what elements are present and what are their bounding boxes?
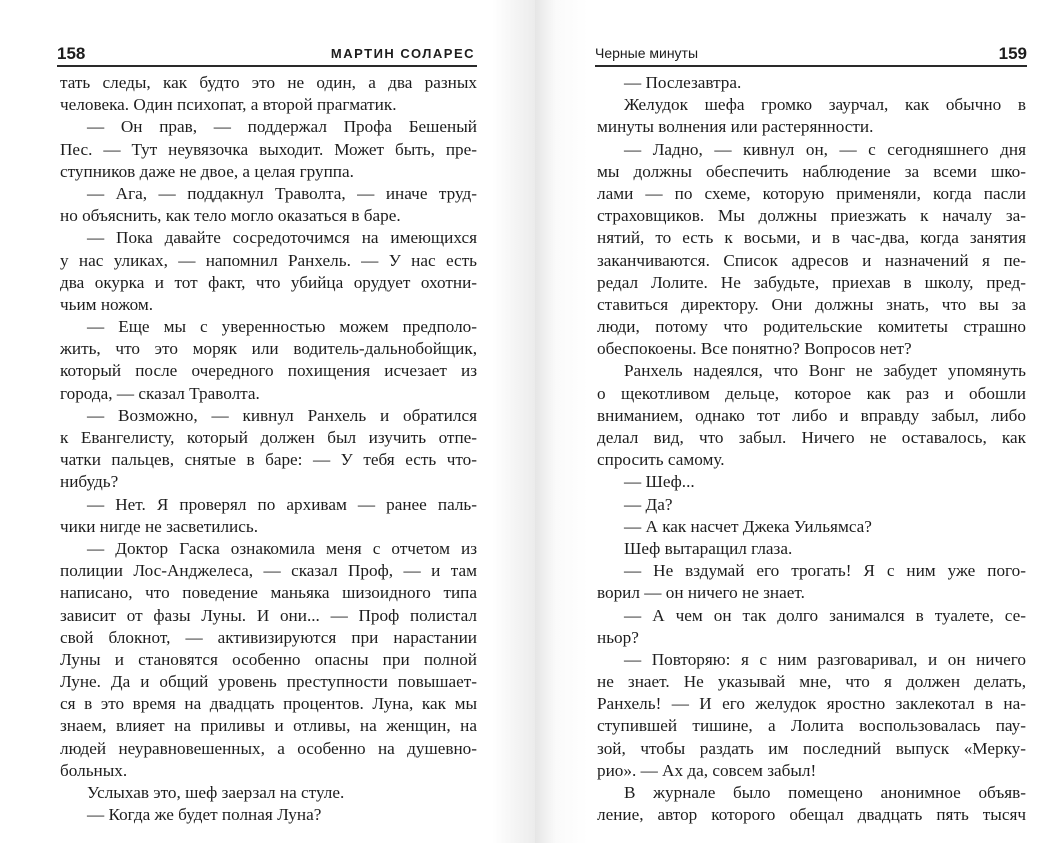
- text-line: — Еще мы с уверенностью можем предполо-: [87, 317, 477, 337]
- right-page: [535, 0, 1064, 843]
- text-line: рио». — Ах да, совсем забыл!: [597, 760, 817, 780]
- text-line: чьим ножом.: [60, 294, 154, 314]
- text-line: нибудь?: [60, 472, 119, 492]
- text-line: Желудок шефа громко заурчал, как обычно в: [624, 95, 1026, 115]
- text-line: делал вид, что забыл. Ничего не оставалось, как: [597, 428, 1026, 447]
- text-line: ньор?: [597, 627, 639, 647]
- text-line: ставиться директору. Они должны знать, что вы за: [597, 294, 1026, 314]
- text-line: полиции Лос-Анджелеса, — сказал Проф, — и там: [60, 561, 477, 581]
- right-page-text: [597, 72, 1026, 826]
- text-line: чатки пальцев, снятые в баре: — У тебя есть что-: [60, 450, 477, 470]
- text-line: — Когда же будет полная Луна?: [87, 805, 322, 825]
- text-line: — Ладно, — кивнул он, — с сегодняшнего дня: [624, 139, 1026, 159]
- text-line: тать следы, как будто это не один, а два разных: [60, 73, 477, 92]
- text-line: больных.: [60, 760, 128, 780]
- text-line: написано, что поведение маньяка шизоидного типа: [60, 583, 477, 603]
- text-line: — Повторяю: я с ним разговаривал, и он ничего: [624, 649, 1026, 669]
- text-line: свой блокнот, — активизируются при нарастании: [60, 627, 477, 647]
- text-line: который после очередного похищения исчезает из: [60, 361, 477, 381]
- text-line: о щекотливом дельце, которое как раз и обошли: [597, 383, 1026, 403]
- text-line: — А как насчет Джека Уильямса?: [624, 516, 872, 536]
- text-line: Пес. — Тут неувязочка выходит. Может быть, пре-: [60, 139, 477, 159]
- text-line: Ранхель надеялся, что Вонг не забудет упомянуть: [624, 361, 1026, 381]
- text-line: — Нет. Я проверял по архивам — ранее паль-: [87, 494, 477, 514]
- text-line: Ранхель! — И его желудок яростно заклекотал в на-: [597, 694, 1026, 714]
- page-number-left: 158: [57, 44, 86, 63]
- text-line: ворил — он ничего не знает.: [597, 583, 805, 603]
- text-line: Луне. Да и общий уровень преступности повышает-: [60, 672, 477, 692]
- text-line: редал Лолите. Не забудьте, приехав в школу, пред-: [597, 272, 1026, 292]
- text-line: заканчиваются. Список адресов и назначений я пе-: [597, 250, 1026, 270]
- text-line: жить, что это моряк или водитель-дальнобойщик,: [60, 339, 477, 359]
- text-line: Услыхав это, шеф заерзал на стуле.: [87, 783, 345, 802]
- text-line: у нас уликах, — напомнил Ранхель. — У нас есть: [60, 250, 477, 270]
- text-line: — Шеф...: [624, 472, 695, 492]
- text-line: человека. Один психопат, а второй прагматик.: [60, 95, 397, 115]
- text-line: — Да?: [624, 494, 673, 514]
- text-line: минуты волнения или растерянности.: [597, 117, 874, 137]
- text-line: Луны и становятся особенно опасны при полной: [60, 649, 477, 669]
- text-line: нятий, то есть к восьми, и в час-два, когда занятия: [597, 228, 1026, 248]
- running-title-author: МАРТИН СОЛАРЕС: [330, 46, 475, 61]
- text-line: люди, потому что родительские комитеты страшно: [597, 317, 1026, 337]
- text-line: ление, автор которого обещал двадцать пять тысяч: [597, 805, 1026, 825]
- running-title-book: Черные минуты: [595, 45, 699, 61]
- left-page-text: [60, 72, 477, 826]
- text-line: знаем, влияет на приливы и отливы, на женщин, на: [60, 716, 477, 736]
- text-line: но объяснить, как тело могло оказаться в баре.: [60, 206, 401, 226]
- text-line: людей неуравновешенных, а особенно на душевно-: [60, 738, 477, 758]
- page-number-right: 159: [998, 44, 1027, 63]
- text-line: зависит от фазы Луны. И они... — Проф полистал: [60, 605, 477, 625]
- text-line: страховщиков. Мы должны приезжать к началу за-: [597, 206, 1026, 226]
- text-line: к Евангелисту, который должен был изучить отпе-: [60, 428, 477, 447]
- text-line: два окурка и тот факт, что убийца орудует охотни-: [60, 272, 477, 292]
- text-line: не знает. Не указывай мне, что я должен делать,: [597, 672, 1026, 692]
- right-page-header: [595, 41, 1027, 67]
- text-line: мы должны обеспечить наблюдение за всеми шко-: [597, 161, 1026, 181]
- text-line: чики нигде не засветились.: [60, 516, 259, 536]
- text-line: — Доктор Гаска ознакомила меня с отчетом из: [87, 538, 477, 558]
- text-line: — Послезавтра.: [624, 73, 742, 92]
- text-line: — Пока давайте сосредоточимся на имеющихся: [87, 228, 477, 248]
- text-line: — Ага, — поддакнул Траволта, — иначе труд-: [87, 183, 477, 203]
- text-line: спросить самому.: [597, 450, 725, 470]
- text-line: вниманием, однако тот либо и вправду забыл, либо: [597, 405, 1026, 425]
- text-line: лами — по схеме, которую применяли, когда пасли: [597, 183, 1026, 203]
- text-line: ступившей тишине, а Лолита воспользовалась пау-: [597, 716, 1026, 736]
- text-line: — Он прав, — поддержал Профа Бешеный: [87, 117, 477, 137]
- text-line: обеспокоены. Все понятно? Вопросов нет?: [597, 339, 912, 359]
- text-line: ступников даже не двое, а целая группа.: [60, 161, 354, 181]
- text-line: — Не вздумай его трогать! Я с ним уже пого-: [624, 561, 1026, 581]
- text-line: В журнале было помещено анонимное объяв-: [624, 783, 1026, 802]
- text-line: ся в это время на двадцать процентов. Луна, как мы: [60, 694, 477, 714]
- text-line: зой, чтобы раздать им последний выпуск «Мерку-: [597, 738, 1026, 758]
- text-line: Шеф вытаращил глаза.: [624, 538, 793, 558]
- left-page-header: [57, 41, 477, 67]
- text-line: города, — сказал Траволта.: [60, 383, 260, 403]
- text-line: — А чем он так долго занимался в туалете, се-: [624, 605, 1026, 625]
- text-line: — Возможно, — кивнул Ранхель и обратился: [87, 405, 477, 425]
